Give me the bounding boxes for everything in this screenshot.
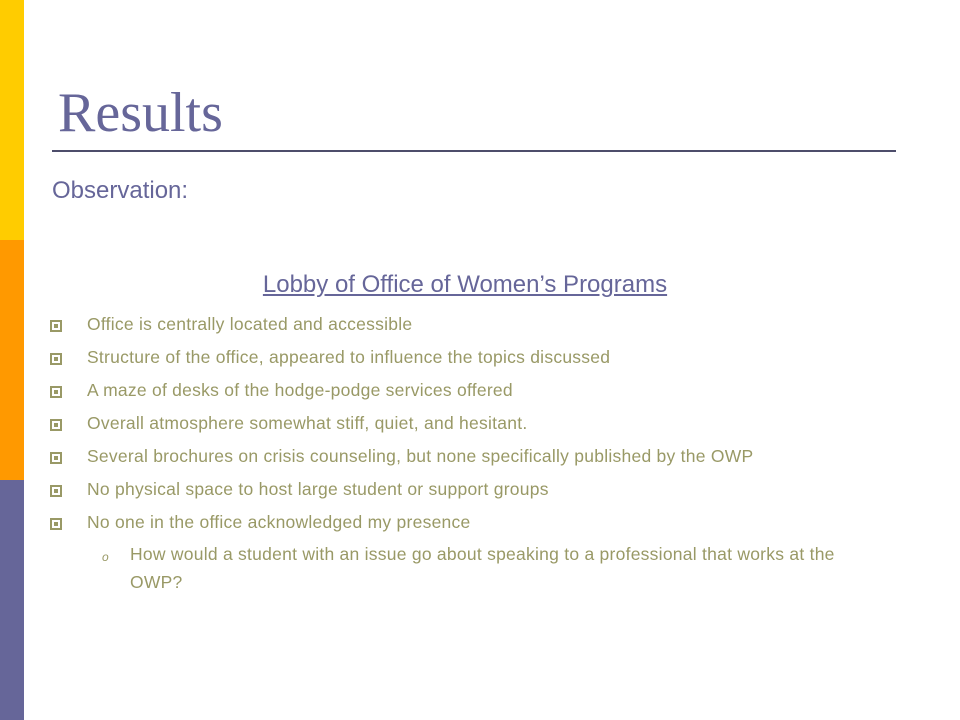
square-bullet-icon (50, 353, 62, 365)
square-bullet-icon (50, 452, 62, 464)
bullet-text: Office is centrally located and accessible (87, 314, 413, 334)
bullet-text: Several brochures on crisis counseling, but none specifically published by the OWP (87, 446, 754, 466)
bullet-item (50, 379, 880, 401)
bullet-text: No physical space to host large student or support groups (87, 479, 549, 499)
bullet-item (50, 478, 880, 500)
bullet-item (50, 412, 880, 434)
circle-bullet-icon: o (102, 550, 109, 564)
bullet-text: Structure of the office, appeared to influence the topics discussed (87, 347, 611, 367)
bullet-text: No one in the office acknowledged my presence (87, 512, 471, 532)
slide-title: Results (58, 82, 223, 144)
square-bullet-icon (50, 386, 62, 398)
side-bar-yellow (0, 0, 24, 240)
sub-bullet-item (98, 540, 880, 596)
side-bar-purple (0, 480, 24, 720)
title-divider (52, 150, 896, 152)
bullet-text: A maze of desks of the hodge-podge services offered (87, 380, 513, 400)
bullet-list (50, 313, 880, 596)
bullet-item (50, 346, 880, 368)
section-heading: Lobby of Office of Women’s Programs (262, 271, 668, 298)
square-bullet-icon (50, 320, 62, 332)
sub-bullet-text: How would a student with an issue go about speaking to a professional that works at the OWP? (130, 544, 835, 592)
bullet-item (50, 445, 880, 467)
square-bullet-icon (50, 485, 62, 497)
square-bullet-icon (50, 419, 62, 431)
bullet-item (50, 313, 880, 335)
bullet-item (50, 511, 880, 533)
section-label: Observation: (52, 177, 189, 204)
square-bullet-icon (50, 518, 62, 530)
bullet-text: Overall atmosphere somewhat stiff, quiet, and hesitant. (87, 413, 528, 433)
